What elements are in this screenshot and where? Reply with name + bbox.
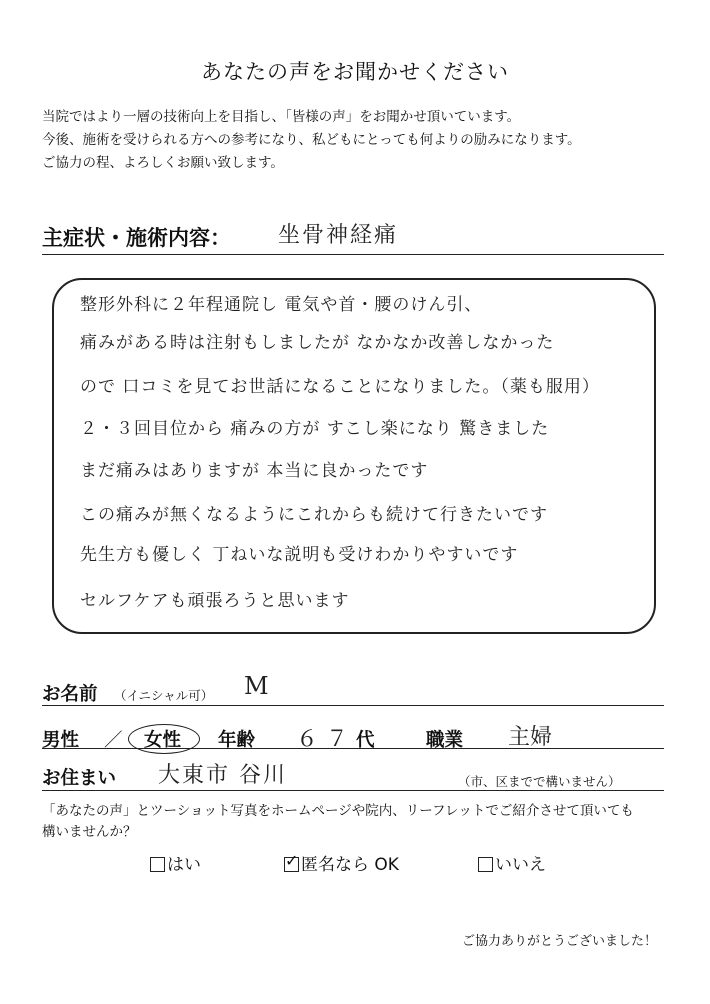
symptom-underline: [42, 254, 664, 255]
name-value: M: [244, 672, 269, 700]
checkmark-icon: ✓: [285, 851, 299, 870]
message-line-1: 整形外科に２年程通院し 電気や首・腰のけん引、: [80, 295, 483, 315]
detail-underline: [42, 748, 664, 749]
symptom-label: 主症状・施術内容：: [42, 226, 231, 250]
job-value: 主婦: [508, 725, 553, 750]
message-line-3: ので 口コミを見てお世話になることになりました。（薬も服用）: [80, 377, 600, 397]
age-value: ６７: [296, 727, 357, 752]
option-no-label: いいえ: [495, 855, 546, 875]
name-label: お名前: [42, 684, 98, 705]
photo-question-line-1: 「あなたの声」とツーショット写真をホームページや院内、リーフレットでご紹介させて頂いても: [42, 803, 634, 819]
gender-female: 女性: [144, 730, 182, 751]
symptom-value: 坐骨神経痛: [278, 223, 399, 248]
option-no[interactable]: [478, 850, 546, 875]
option-yes-label: はい: [167, 855, 201, 875]
intro-line-3: ご協力の程、よろしくお願い致します。: [42, 155, 284, 171]
message-line-6: この痛みが無くなるようにこれからも続けて行きたいです: [80, 505, 548, 525]
checkbox-no[interactable]: [478, 857, 493, 872]
address-underline: [42, 790, 664, 791]
checkbox-yes[interactable]: [150, 857, 165, 872]
address-label: お住まい: [42, 768, 117, 789]
message-line-5: まだ痛みはありますが 本当に良かったです: [80, 461, 429, 481]
message-line-7: 先生方も優しく 丁ねいな説明も受けわかりやすいです: [80, 545, 519, 565]
option-yes[interactable]: [150, 850, 201, 875]
checkbox-anonymous[interactable]: [284, 851, 299, 872]
message-line-2: 痛みがある時は注射もしましたが なかなか改善しなかった: [80, 333, 555, 353]
gender-slash: ／: [104, 730, 123, 751]
gender-male: 男性: [42, 730, 80, 751]
photo-question-line-2: 構いませんか？: [42, 824, 137, 840]
age-label: 年齢: [218, 730, 256, 751]
option-anonymous-label: 匿名なら OK: [301, 855, 399, 875]
page-title: あなたの声をお聞かせください: [201, 60, 509, 84]
intro-line-2: 今後、施術を受けられる方への参考になり、私どもにとっても何よりの励みになります。: [42, 132, 581, 148]
address-value: 大東市 谷川: [158, 763, 287, 788]
name-note: （イニシャル可）: [114, 688, 214, 703]
intro-line-1: 当院ではより一層の技術向上を目指し、「皆様の声」をお聞かせ頂いています。: [42, 109, 521, 125]
message-line-4: ２・３回目位から 痛みの方が すこし楽になり 驚きました: [80, 419, 550, 439]
thanks-text: ご協力ありがとうございました！: [462, 934, 658, 949]
job-label: 職業: [426, 730, 464, 751]
age-unit: 代: [356, 730, 375, 751]
option-anonymous[interactable]: [284, 850, 399, 875]
address-note: （市、区までで構いません）: [458, 774, 621, 789]
message-line-8: セルフケアも頑張ろうと思います: [80, 591, 350, 611]
name-underline: [42, 705, 664, 706]
